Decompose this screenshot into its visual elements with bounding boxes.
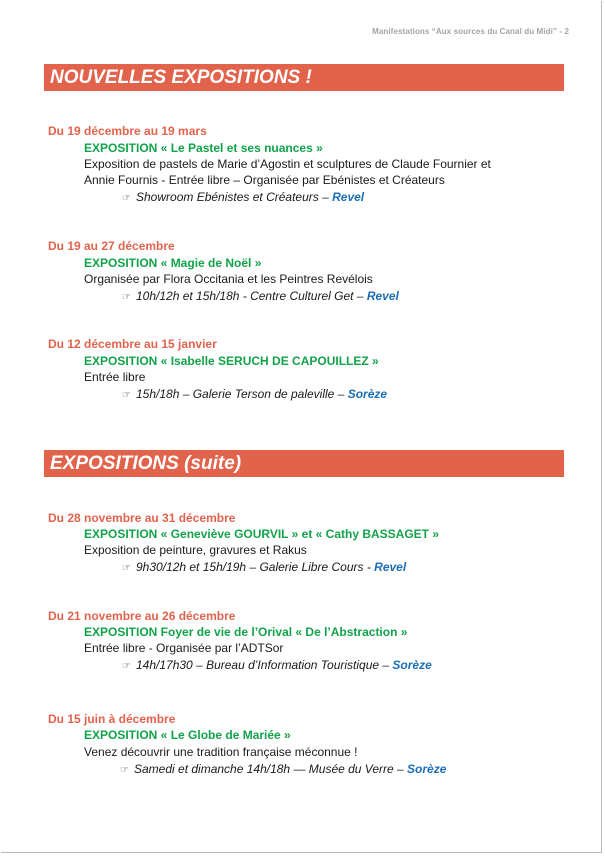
- location-city: Sorèze: [392, 658, 432, 672]
- hand-pointer-icon: ☞: [122, 390, 131, 401]
- event-location: [122, 386, 387, 404]
- location-city: Sorèze: [347, 387, 388, 401]
- event-description: [84, 271, 564, 287]
- location-city: Revel: [332, 190, 365, 204]
- location-text: 9h30/12h et 15h/19h – Galerie Libre Cours -: [136, 560, 375, 574]
- description-line: Entrée libre - Organisée par l’ADTSor: [84, 641, 284, 655]
- event-date: Du 19 au 27 décembre: [48, 239, 175, 253]
- description-line: Venez découvrir une tradition française méconnue !: [84, 745, 358, 759]
- hand-pointer-icon: ☞: [122, 563, 131, 574]
- location-text: 15h/18h – Galerie Terson de paleville –: [136, 387, 348, 401]
- event-date: Du 15 juin à décembre: [48, 712, 176, 726]
- section-banner-nouvelles: NOUVELLES EXPOSITIONS !: [44, 64, 564, 91]
- description-line: Exposition de peinture, gravures et Rakus: [84, 543, 307, 557]
- description-line: Annie Fournis - Entrée libre – Organisée par Ebénistes et Créateurs: [84, 173, 445, 187]
- event-title: EXPOSITION Foyer de vie de l’Orival « De l’Abstraction »: [84, 625, 408, 639]
- event-location: [122, 189, 364, 207]
- event-title: EXPOSITION « Le Pastel et ses nuances »: [84, 141, 323, 155]
- section-banner-suite: EXPOSITIONS (suite): [44, 450, 564, 477]
- event-location: [120, 761, 446, 779]
- location-city: Revel: [374, 560, 407, 574]
- event-location: [122, 657, 432, 675]
- hand-pointer-icon: ☞: [120, 765, 129, 776]
- event-date: Du 19 décembre au 19 mars: [48, 124, 207, 138]
- location-text: 10h/12h et 15h/18h - Centre Culturel Get –: [136, 289, 367, 303]
- running-header: Manifestations “Aux sources du Canal du Midi” - 2: [372, 27, 569, 36]
- event-location: [122, 559, 406, 577]
- description-line: Entrée libre: [84, 370, 146, 384]
- event-description: [84, 744, 564, 760]
- event-title: EXPOSITION « Geneviève GOURVIL » et « Cathy BASSAGET »: [84, 527, 440, 541]
- event-description: [84, 542, 564, 558]
- event-location: [122, 288, 399, 306]
- hand-pointer-icon: ☞: [122, 292, 131, 303]
- location-text: Showroom Ebénistes et Créateurs –: [136, 190, 333, 204]
- event-description: [84, 640, 564, 656]
- event-title: EXPOSITION « Magie de Noël »: [84, 256, 262, 270]
- hand-pointer-icon: ☞: [122, 193, 131, 204]
- description-line: Organisée par Flora Occitania et les Peintres Revélois: [84, 272, 373, 286]
- event-title: EXPOSITION « Isabelle SERUCH DE CAPOUILLEZ »: [84, 354, 379, 368]
- location-text: 14h/17h30 – Bureau d’Information Touristique –: [136, 658, 393, 672]
- event-date: Du 12 décembre au 15 janvier: [48, 337, 217, 351]
- location-city: Sorèze: [407, 762, 447, 776]
- event-date: Du 21 novembre au 26 décembre: [48, 609, 236, 623]
- location-text: Samedi et dimanche 14h/18h — Musée du Verre –: [134, 762, 408, 776]
- event-description: [84, 156, 564, 188]
- event-date: Du 28 novembre au 31 décembre: [48, 511, 236, 525]
- description-line: Exposition de pastels de Marie d’Agostin et sculptures de Claude Fournier et: [84, 157, 491, 171]
- location-city: Revel: [366, 289, 399, 303]
- event-description: [84, 369, 564, 385]
- hand-pointer-icon: ☞: [122, 661, 131, 672]
- event-title: EXPOSITION « Le Globe de Mariée »: [84, 728, 291, 742]
